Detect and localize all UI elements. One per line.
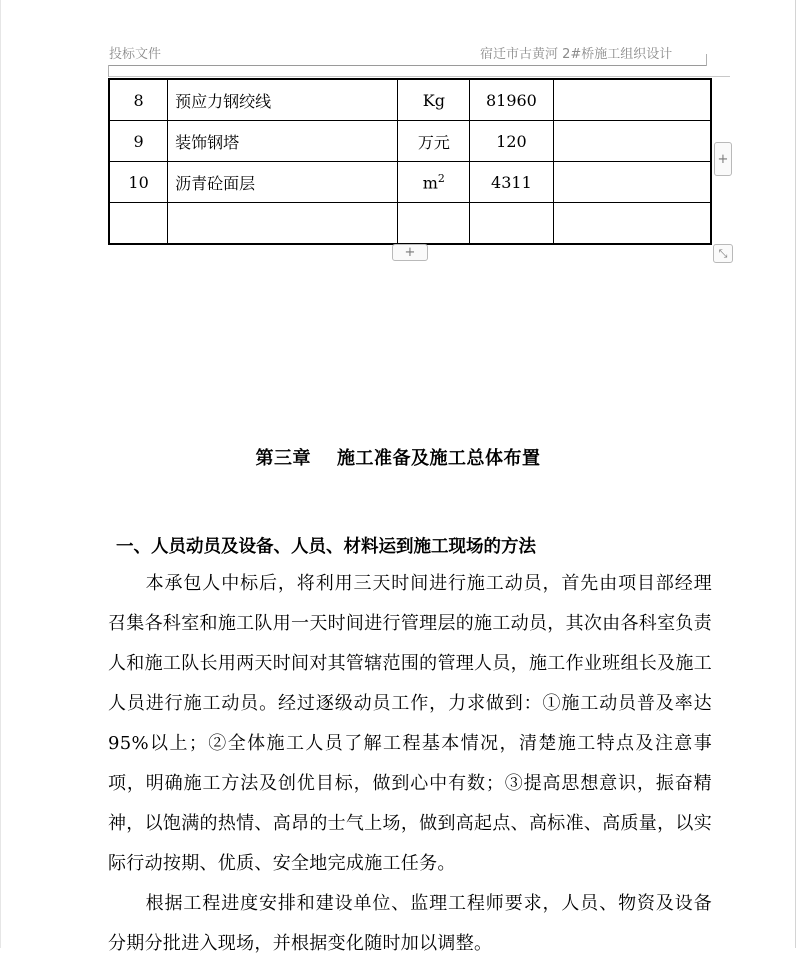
row-number-cell[interactable]: [109, 203, 168, 245]
quantity-cell[interactable]: 120: [470, 121, 553, 162]
remark-cell[interactable]: [553, 162, 711, 203]
unit-cell[interactable]: [398, 203, 470, 245]
remark-cell[interactable]: [553, 79, 711, 121]
unit-cell[interactable]: [398, 121, 470, 162]
header-margin-guide: [108, 76, 730, 77]
section-heading: 一、人员动员及设备、人员、材料运到施工现场的方法: [116, 537, 536, 557]
paragraph-text: 根据工程进度安排和建设单位、监理工程师要求，人员、物资及设备分期分批进入现场，并根据变化随时加以调整。: [108, 893, 712, 954]
remark-cell[interactable]: [553, 121, 711, 162]
quantity-cell[interactable]: 81960: [470, 79, 553, 121]
row-number-cell[interactable]: 10: [109, 162, 168, 203]
body-paragraph: [108, 884, 712, 964]
table-row: [109, 121, 711, 162]
unit-text: Kg: [422, 90, 445, 110]
unit-text: 万元: [417, 132, 450, 152]
header-divider: [108, 65, 707, 66]
materials-table[interactable]: [108, 78, 712, 245]
quantity-cell[interactable]: 4311: [470, 162, 553, 203]
header-right-text: 宿迁市古黄河 2#桥施工组织设计: [480, 47, 673, 62]
row-number-cell[interactable]: 9: [109, 121, 168, 162]
plus-icon: +: [717, 151, 729, 167]
margin-corner-mark-left: [108, 65, 109, 77]
item-name-cell[interactable]: 预应力钢绞线: [168, 79, 398, 121]
remark-cell[interactable]: [553, 203, 711, 245]
unit-cell[interactable]: [398, 79, 470, 121]
unit-superscript: 2: [437, 171, 445, 185]
table-row: [109, 203, 711, 245]
paragraph-text: 本承包人中标后，将利用三天时间进行施工动员，首先由项目部经理召集各科室和施工队用一天时间进行管理层的施工动员，其次由各科室负责人和施工队长用两天时间对其管辖范围的管理人员，施工作业班组长及施工人员进行施工动员。经过逐级动员工作，力求做到：①施工动员普及率达 95%以上；②全体施工人员了解工程基本情况，清楚施工特点及注意事项，明确施工方法及创优目标，做到心中有数；③提高思想意识，振奋精神，以饱满的热情、高昂的士气上场，做到高起点、高标准、高质量，以实际行动按期、优质、安全地完成施工任务。: [108, 573, 712, 874]
body-paragraph: [108, 564, 712, 884]
table-resize-handle[interactable]: [713, 244, 733, 263]
quantity-cell[interactable]: [470, 203, 553, 245]
item-name-cell[interactable]: 沥青砼面层: [168, 162, 398, 203]
add-row-button[interactable]: [392, 244, 428, 261]
chapter-title: 施工准备及施工总体布置: [337, 448, 541, 469]
item-name-cell[interactable]: 装饰钢塔: [168, 121, 398, 162]
margin-corner-mark-right: [706, 54, 707, 66]
item-name-cell[interactable]: [168, 203, 398, 245]
table-row: [109, 79, 711, 121]
header-left-text: 投标文件: [109, 47, 162, 62]
row-number-cell[interactable]: 8: [109, 79, 168, 121]
unit-cell[interactable]: [398, 162, 470, 203]
chapter-number: 第三章: [255, 448, 311, 469]
plus-icon: +: [404, 245, 416, 260]
unit-text: m: [422, 173, 438, 193]
table-row: [109, 162, 711, 203]
page-edge-left: [0, 0, 1, 948]
chapter-heading: [0, 444, 796, 470]
resize-icon: ⤡: [718, 246, 728, 260]
add-column-button[interactable]: [714, 142, 732, 176]
